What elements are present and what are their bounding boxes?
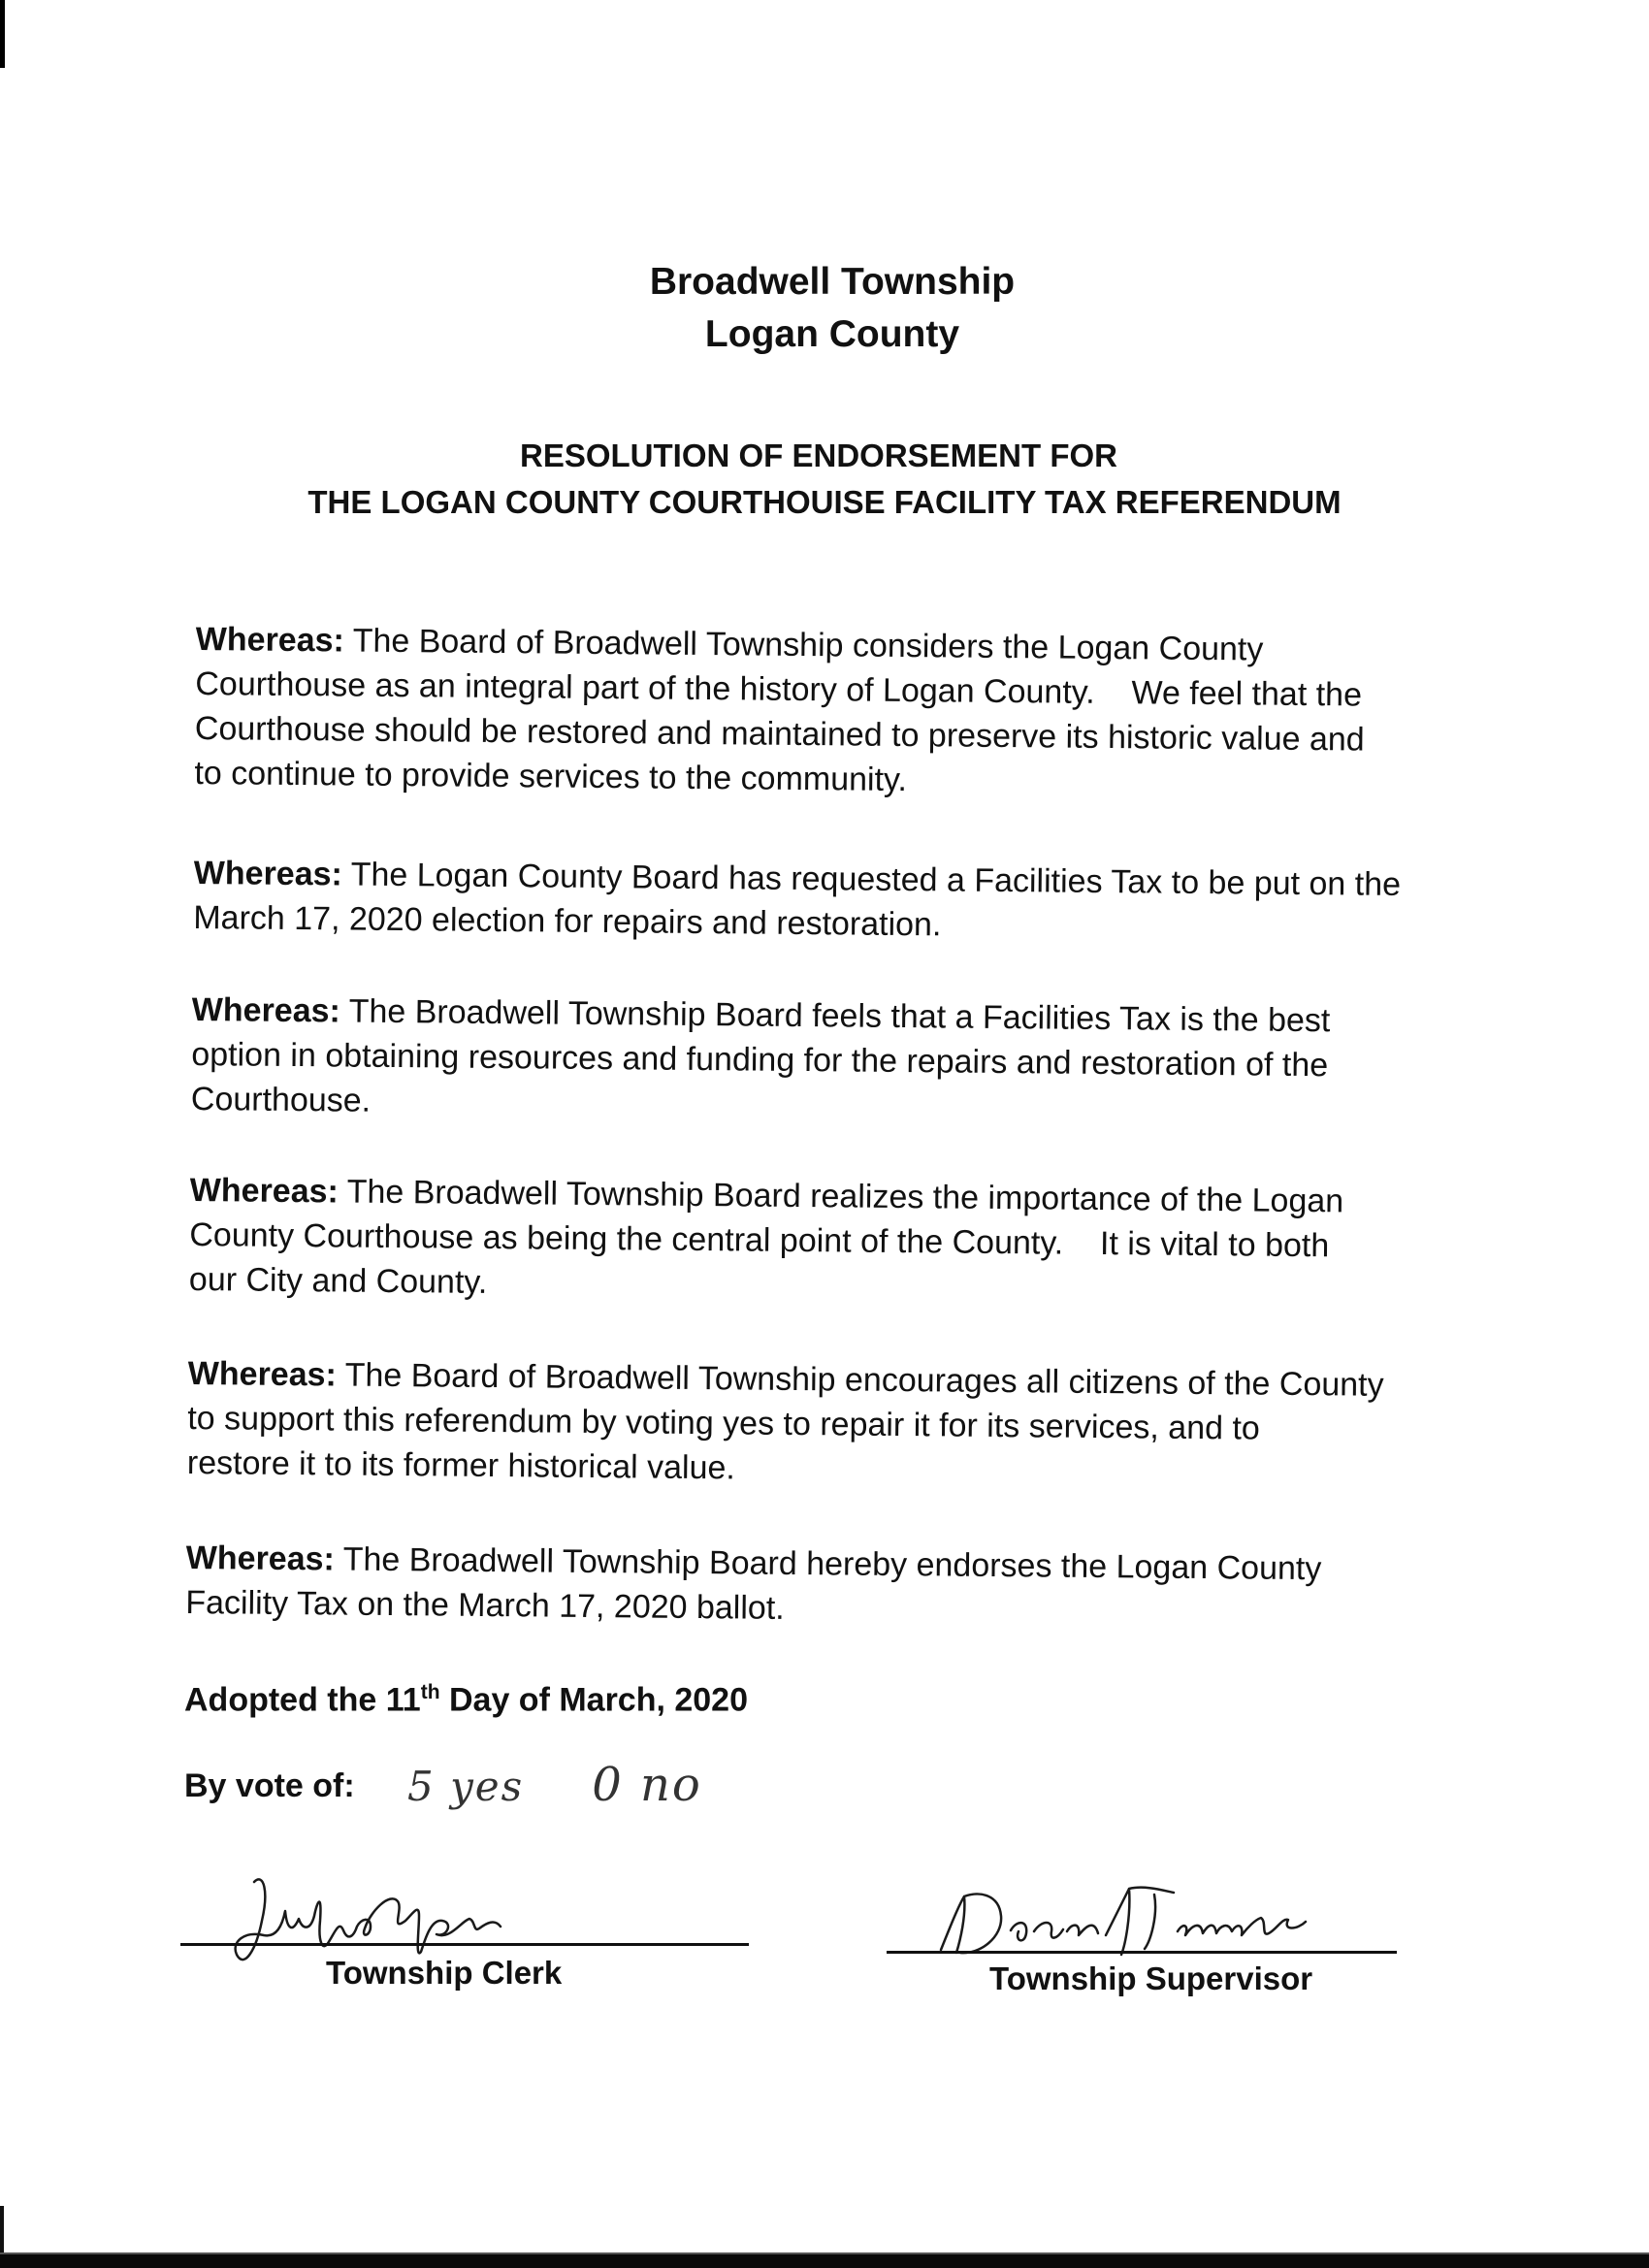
vote-no: 0 no (592, 1758, 702, 1812)
adopted-prefix: Adopted the 11 (184, 1681, 421, 1719)
scan-edge-left (0, 0, 5, 68)
supervisor-signature-line (887, 1951, 1397, 1954)
supervisor-label: Township Supervisor (989, 1960, 1313, 1996)
whereas-lead: Whereas: (187, 1354, 338, 1394)
vote-label: By vote of: (184, 1767, 355, 1804)
paragraph-line: to continue to provide services to the community. (194, 754, 908, 799)
paragraph-line: The Broadwell Township Board realizes the importance of the Logan (346, 1173, 1344, 1220)
paragraph-line: The Logan County Board has requested a Facilities Tax to be put on the (350, 856, 1402, 903)
paragraph-line: County Courthouse as being the central point of the County. It is vital to both (189, 1215, 1330, 1265)
whereas-paragraph-4 (189, 1168, 1451, 1313)
whereas-lead: Whereas: (189, 1171, 340, 1211)
paragraph-line: The Broadwell Township Board feels that a Facilities Tax is the best (348, 992, 1331, 1040)
vote-yes: 5 yes (407, 1763, 525, 1810)
whereas-lead: Whereas: (191, 990, 341, 1030)
whereas-paragraph-1 (194, 617, 1457, 807)
whereas-lead: Whereas: (195, 620, 345, 660)
whereas-lead: Whereas: (185, 1539, 336, 1578)
clerk-label: Township Clerk (326, 1955, 563, 1991)
adopted-date (184, 1670, 748, 1722)
vote-handwritten (407, 1758, 702, 1812)
paragraph-line: Courthouse. (190, 1080, 372, 1119)
paragraph-line: to support this referendum by voting yes to repair it for its services, and to (187, 1399, 1260, 1447)
resolution-title-line1: RESOLUTION OF ENDORSEMENT FOR (519, 437, 1117, 473)
whereas-paragraph-5 (187, 1351, 1449, 1497)
whereas-paragraph-6 (185, 1536, 1447, 1636)
paragraph-line: Facility Tax on the March 17, 2020 ballot. (185, 1583, 785, 1627)
scan-edge-bottom (0, 2254, 1649, 2268)
clerk-signature-line (180, 1943, 749, 1946)
adopted-superscript: th (420, 1681, 440, 1703)
county-name: Logan County (704, 313, 960, 355)
paragraph-line: March 17, 2020 election for repairs and restoration. (193, 898, 942, 944)
paragraph-line: our City and County. (188, 1260, 488, 1301)
paragraph-line: The Board of Broadwell Township considers the Logan County (352, 622, 1264, 668)
paragraph-line: The Board of Broadwell Township encourages all citizens of the County (344, 1356, 1384, 1404)
paragraph-line: option in obtaining resources and funding for the repairs and restoration of the (191, 1035, 1329, 1085)
adopted-suffix: Day of March, 2020 (439, 1681, 749, 1719)
whereas-paragraph-2 (193, 851, 1455, 952)
paragraph-line: Courthouse should be restored and maintained to preserve its historic value and (194, 709, 1365, 759)
scan-edge-corner (0, 2206, 4, 2254)
paragraph-line: restore it to its former historical value. (186, 1443, 736, 1487)
whereas-lead: Whereas: (193, 854, 343, 893)
paragraph-line: Courthouse as an integral part of the history of Logan County. We feel that the (195, 664, 1363, 714)
paragraph-line: The Broadwell Township Board hereby endorses the Logan County (342, 1540, 1322, 1588)
whereas-paragraph-3 (191, 988, 1453, 1133)
township-name: Broadwell Township (649, 261, 1016, 303)
resolution-title-line2: THE LOGAN COUNTY COURTHOUISE FACILITY TAX REFERENDUM (307, 484, 1342, 520)
